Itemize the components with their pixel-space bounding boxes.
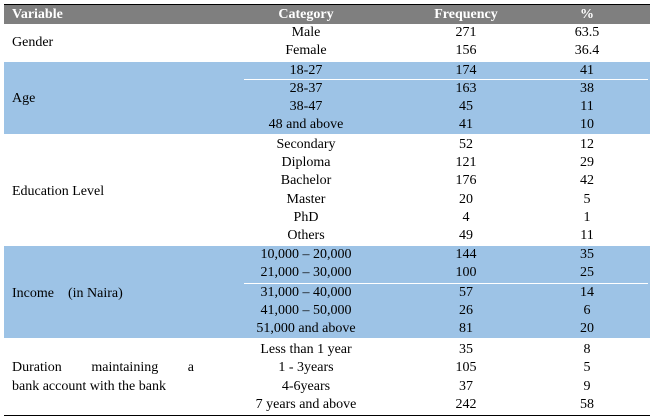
table-row: [4, 341, 650, 359]
cell-frequency: 105: [455, 360, 477, 375]
cell-percent: 5: [583, 192, 591, 207]
cell-category: 41,000 – 50,000: [260, 303, 352, 318]
cell-category: 38-47: [289, 99, 323, 114]
table-row: [4, 42, 650, 60]
cell-frequency: 4: [462, 210, 470, 225]
cell-percent: 58: [580, 397, 594, 412]
table-row: [4, 80, 650, 98]
group-duration: [4, 339, 650, 415]
group-income: [4, 246, 650, 338]
table-row: [4, 320, 650, 338]
cell-category: 10,000 – 20,000: [260, 247, 352, 262]
cell-frequency: 57: [459, 285, 473, 300]
table-row: [4, 302, 650, 320]
cell-frequency: 156: [455, 43, 477, 58]
cell-category: Diploma: [281, 155, 331, 170]
header-frequency: Frequency: [434, 7, 498, 22]
cell-frequency: 176: [455, 173, 477, 188]
table-row: [4, 227, 650, 245]
cell-category: Others: [287, 228, 325, 243]
table-row: [4, 98, 650, 116]
header-variable: Variable: [12, 7, 63, 22]
cell-percent: 38: [580, 81, 594, 96]
cell-frequency: 163: [455, 81, 477, 96]
table-row: [4, 396, 650, 414]
variable-label-line-1: Duration maintaining a: [12, 360, 194, 375]
cell-frequency: 35: [459, 342, 473, 357]
cell-frequency: 41: [459, 117, 473, 132]
cell-category: Female: [285, 43, 327, 58]
cell-frequency: 20: [459, 192, 473, 207]
cell-percent: 8: [583, 342, 591, 357]
table-row: [4, 359, 650, 377]
cell-percent: 11: [580, 228, 594, 243]
variable-label: Age: [12, 91, 36, 106]
cell-category: 28-37: [289, 81, 323, 96]
group-education: [4, 136, 650, 245]
table-row: [4, 154, 650, 172]
cell-percent: 35: [580, 247, 594, 262]
cell-percent: 9: [583, 379, 591, 394]
cell-category: 7 years and above: [255, 397, 357, 412]
cell-category: Male: [291, 25, 321, 40]
cell-category: 1 - 3years: [278, 360, 334, 375]
cell-frequency: 45: [459, 99, 473, 114]
table-row: [4, 378, 650, 396]
group-age: [4, 62, 650, 134]
cell-category: Less than 1 year: [260, 342, 352, 357]
cell-percent: 25: [580, 265, 594, 280]
table-row: [4, 209, 650, 227]
variable-label: Income (in Naira): [12, 286, 123, 301]
cell-percent: 20: [580, 321, 594, 336]
cell-category: 51,000 and above: [256, 321, 356, 336]
cell-percent: 42: [580, 173, 594, 188]
cell-percent: 41: [580, 63, 594, 78]
table-row: [4, 246, 650, 264]
header-percent: %: [580, 7, 594, 22]
cell-frequency: 271: [455, 25, 477, 40]
table-row: [4, 264, 650, 282]
cell-percent: 5: [583, 360, 591, 375]
cell-category: Bachelor: [280, 173, 332, 188]
variable-label: Education Level: [12, 184, 105, 199]
table-row: [4, 136, 650, 154]
cell-percent: 12: [580, 137, 594, 152]
cell-percent: 29: [580, 155, 594, 170]
variable-label: Gender: [12, 35, 54, 50]
cell-percent: 14: [580, 285, 594, 300]
cell-percent: 10: [580, 117, 594, 132]
cell-category: 4-6years: [281, 379, 331, 394]
table-row: [4, 62, 650, 80]
cell-frequency: 100: [455, 265, 477, 280]
cell-percent: 63.5: [574, 25, 600, 40]
cell-frequency: 174: [455, 63, 477, 78]
cell-frequency: 121: [455, 155, 477, 170]
cell-category: Master: [286, 192, 326, 207]
cell-frequency: 242: [455, 397, 477, 412]
header-category: Category: [278, 7, 334, 22]
cell-category: 21,000 – 30,000: [260, 265, 352, 280]
table-row: [4, 191, 650, 209]
cell-frequency: 81: [459, 321, 473, 336]
cell-category: 31,000 – 40,000: [260, 285, 352, 300]
cell-frequency: 26: [459, 303, 473, 318]
group-gender: [4, 24, 650, 60]
cell-frequency: 144: [455, 247, 477, 262]
cell-percent: 36.4: [574, 43, 600, 58]
cell-category: 48 and above: [268, 117, 344, 132]
cell-category: PhD: [293, 210, 319, 225]
cell-percent: 11: [580, 99, 594, 114]
demographics-table: [4, 4, 650, 416]
variable-label-line-2: bank account with the bank: [12, 379, 166, 394]
cell-frequency: 52: [459, 137, 473, 152]
cell-category: Secondary: [276, 137, 336, 152]
cell-frequency: 49: [459, 228, 473, 243]
cell-percent: 1: [583, 210, 591, 225]
cell-category: 18-27: [289, 63, 323, 78]
table-header: [4, 5, 650, 24]
table-row: [4, 172, 650, 190]
table-row: [4, 24, 650, 42]
cell-frequency: 37: [459, 379, 473, 394]
table-row: [4, 116, 650, 134]
table-row: [4, 284, 650, 302]
cell-percent: 6: [583, 303, 591, 318]
